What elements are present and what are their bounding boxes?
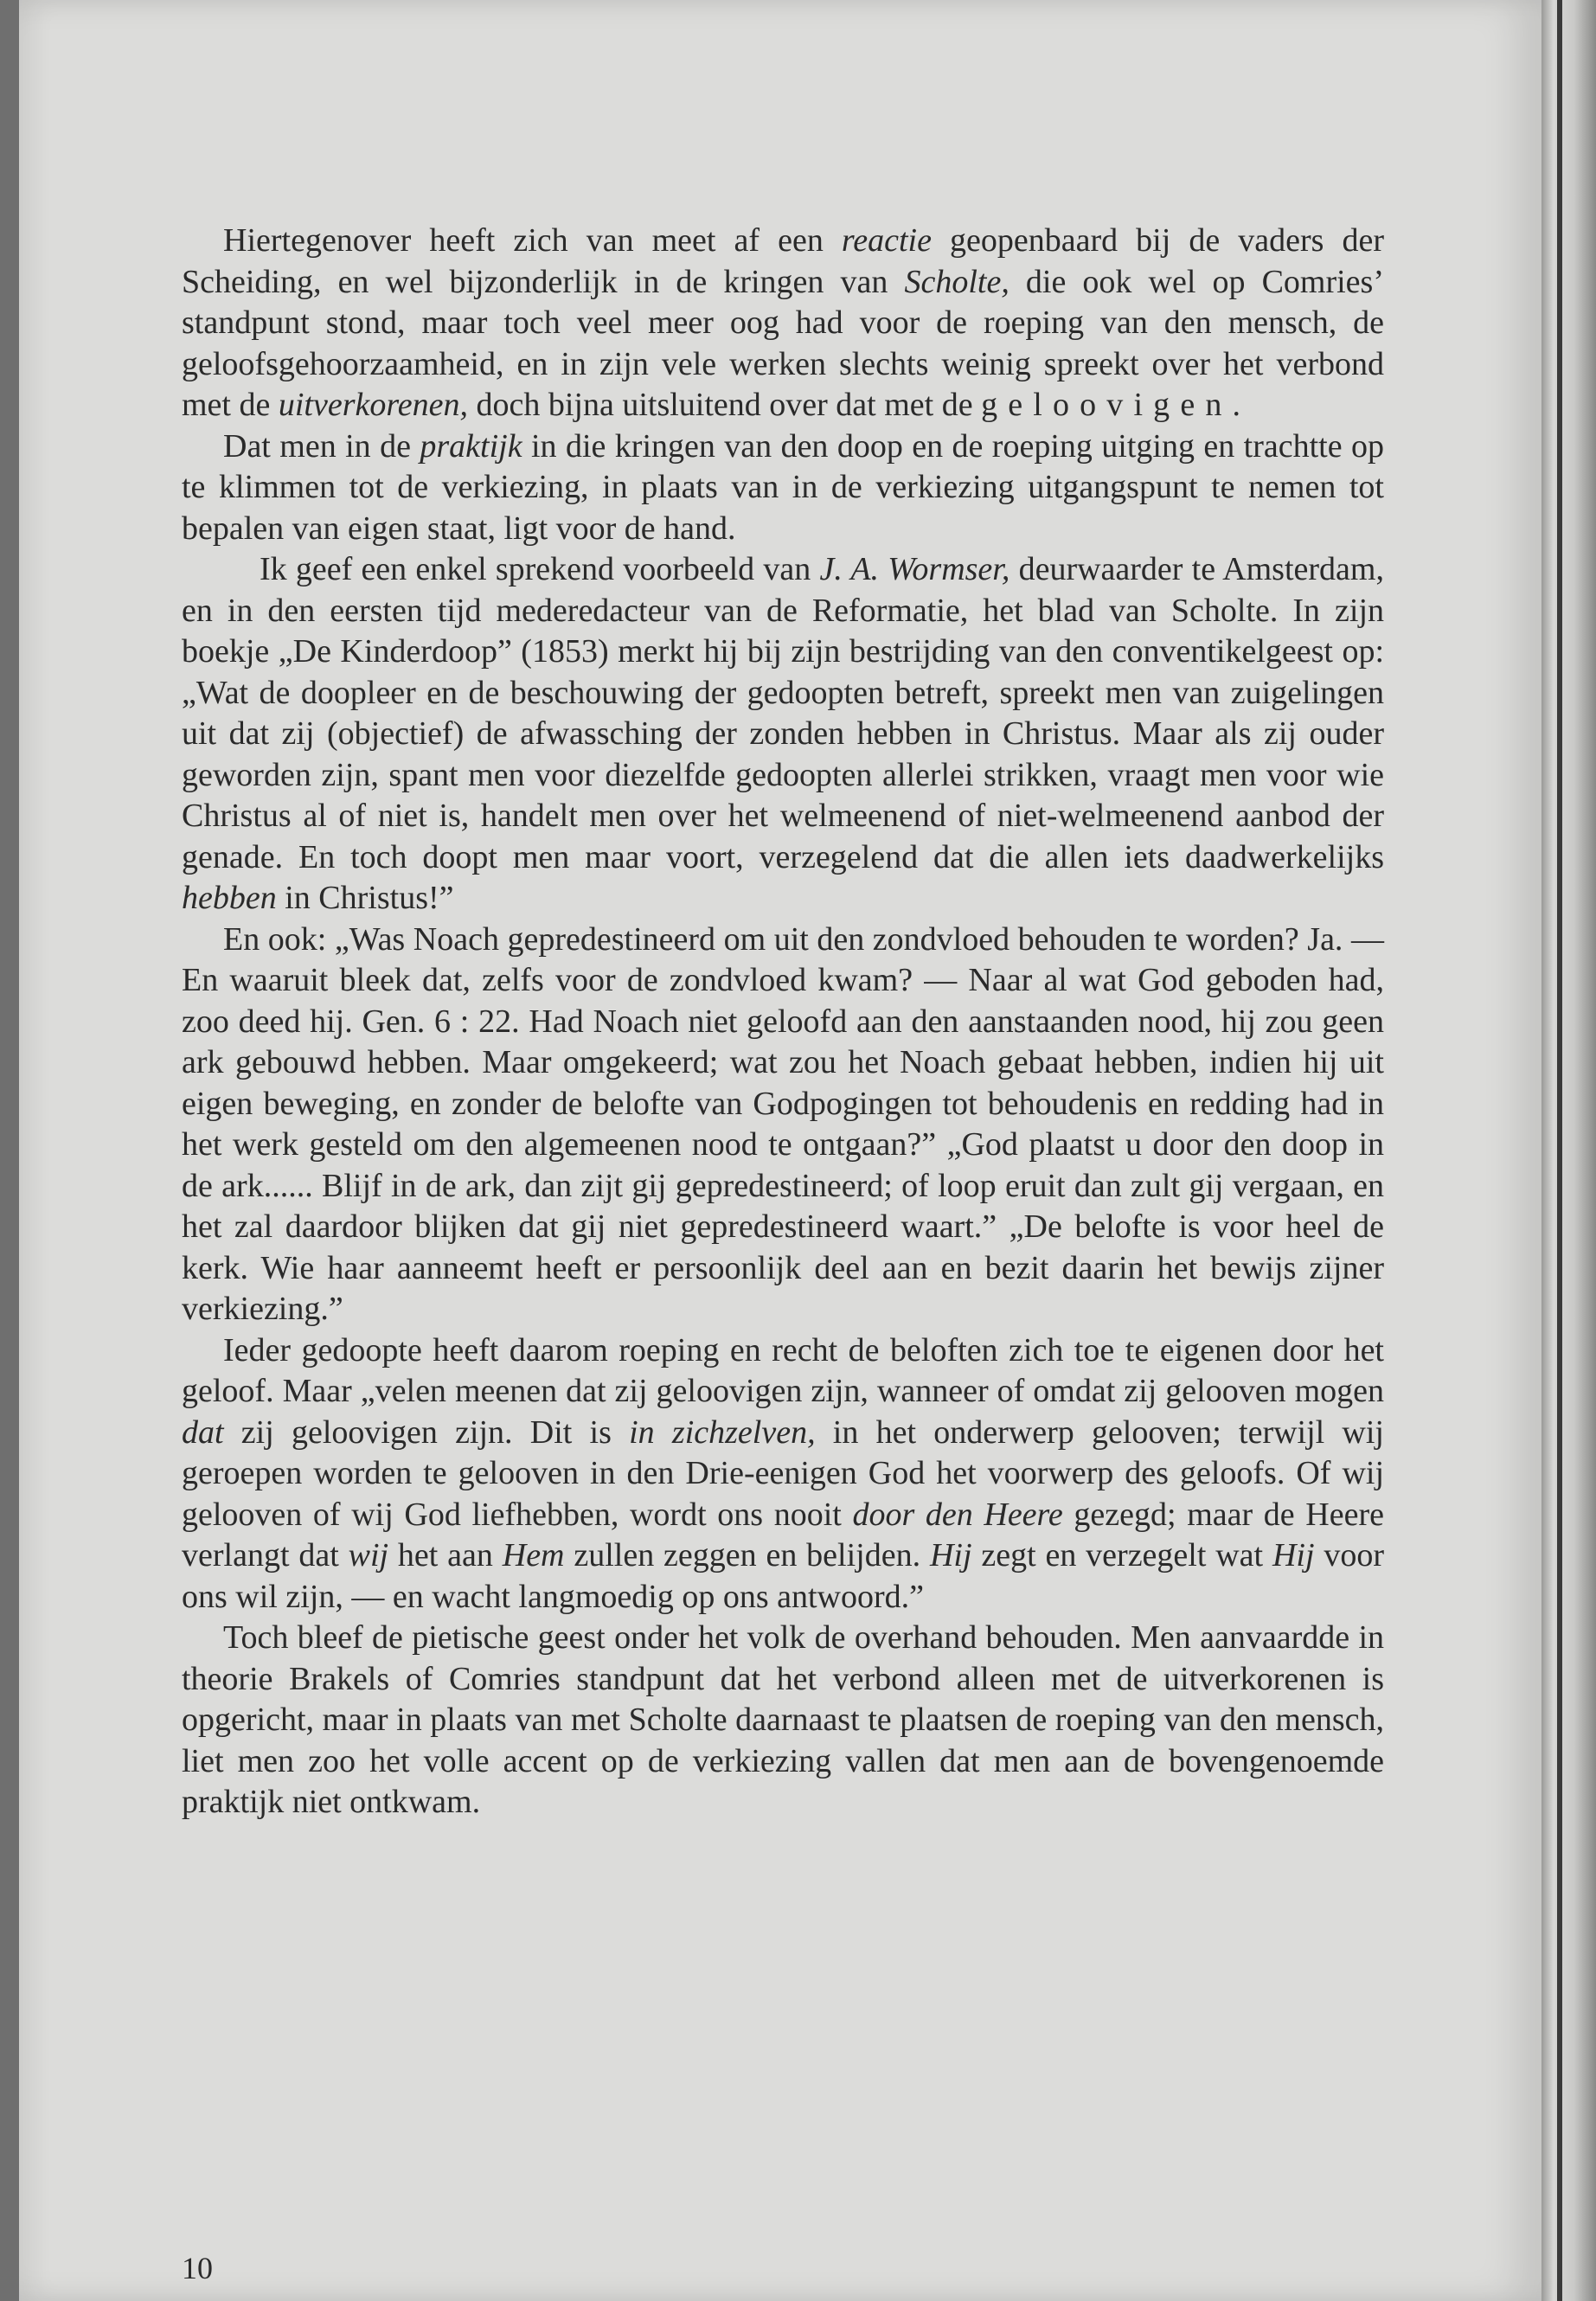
- text-run: Ik geef een enkel sprekend voorbeeld van: [260, 551, 820, 587]
- italic-text: uitverkorenen,: [278, 387, 468, 423]
- italic-text: praktijk: [420, 427, 522, 465]
- italic-text: reactie: [841, 222, 932, 259]
- text-run: zegt en verzegelt wat: [971, 1537, 1272, 1574]
- body-text: [182, 221, 1384, 1823]
- text-run: Hiertegenover heeft zich van meet af een: [223, 222, 842, 259]
- italic-text: Scholte,: [904, 263, 1010, 300]
- text-run: die ook wel op Comries’ standpunt stond, maar toch veel meer oog had voor de roeping van den mensch, de geloofsgehoorzaamheid, en in zijn vele werken slechts weinig spreekt over het verbond met de: [182, 263, 1384, 423]
- text-run: Toch bleef de pietische geest onder het volk de overhand behouden. Men aanvaardde in theorie Brakels of Comries standpunt dat het verbond alleen met de uitverkorenen is opgericht, maar in plaats van met Scholte daarnaast te plaatsen de roeping van den mensch, liet men zoo het volle accent op de verkiezing vallen dat men aan de bovengenoemde praktijk niet ontkwam.: [182, 1619, 1384, 1820]
- spaced-text: geloovigen.: [981, 387, 1252, 423]
- text-run: gezegd; maar de Heere verlangt dat: [182, 1496, 1384, 1574]
- paragraph-p3: [182, 549, 1384, 920]
- italic-text: J. A. Wormser,: [819, 551, 1010, 587]
- page-edge: [1542, 0, 1596, 2301]
- text-run: geopenbaard bij de vaders der Scheiding, en wel bijzonderlijk in de kringen van: [182, 222, 1384, 300]
- text-run: in het onderwerp gelooven; terwijl wij geroepen worden te gelooven in den Drie-eenigen God het voorwerp des geloofs. Of wij gelooven of wij God liefhebben, wordt ons nooit: [182, 1413, 1384, 1533]
- paragraph-p4: [182, 920, 1384, 1330]
- text-run: in die kringen van den doop en de roeping uitging en trachtte op te klimmen tot de verkiezing, in plaats van in de verkiezing uitgangspunt te nemen tot bepalen van eigen staat, ligt voor de hand.: [182, 427, 1384, 547]
- italic-text: door den Heere: [852, 1496, 1063, 1533]
- paragraph-p1: [182, 221, 1384, 426]
- paragraph-p5: [182, 1330, 1384, 1618]
- text-run: zullen zeggen en belijden.: [564, 1537, 930, 1574]
- text-run: voor ons wil zijn, — en wacht langmoedig op ons antwoord.”: [182, 1537, 1385, 1615]
- book-page: [19, 0, 1542, 2301]
- italic-text: Hem: [502, 1537, 565, 1574]
- text-run: Dat men in de: [223, 427, 420, 465]
- paragraph-p2: [182, 426, 1384, 550]
- italic-text: hebben: [182, 880, 277, 916]
- text-run: Ieder gedoopte heeft daarom roeping en recht de beloften zich toe te eigenen door het geloof. Maar „velen meenen dat zij geloovigen zijn, wanneer of omdat zij gelooven mogen: [182, 1331, 1384, 1409]
- text-run: deurwaarder te Amsterdam, en in den eersten tijd mederedacteur van de Reformatie, het blad van Scholte. In zijn boekje „De Kinderdoop” (1853) merkt hij bij zijn bestrijding van den conventikelgeest op: „Wat de doopleer en de beschouwing der gedoopten betreft, spreekt men van zuigelingen uit dat zij (objectief) de afwassching der zonden hebben in Christus. Maar als zij ouder geworden zijn, spant men voor diezelfde gedoopten allerlei strikken, vraagt men voor wie Christus al of niet is, handelt men over het welmeenend of niet-welmeenend aanbod der genade. En toch doopt men maar voort, verzegelend dat die allen iets daadwerkelijks: [182, 551, 1384, 875]
- text-run: in Christus!”: [276, 880, 454, 916]
- text-run: doch bijna uitsluitend over dat met de: [467, 387, 982, 423]
- paragraph-p6: [182, 1618, 1384, 1823]
- page-number: 10: [182, 2251, 213, 2285]
- italic-text: dat: [182, 1413, 224, 1451]
- page-gutter-shadow: [1557, 0, 1562, 2301]
- text-run: zij geloovigen zijn. Dit is: [223, 1413, 630, 1451]
- italic-text: in zichzelven,: [629, 1413, 816, 1451]
- italic-text: Hij: [1272, 1537, 1315, 1574]
- italic-text: Hij: [929, 1537, 972, 1574]
- italic-text: wij: [348, 1537, 389, 1574]
- text-run: En ook: „Was Noach gepredestineerd om uit den zondvloed behouden te worden? Ja. — En waaruit bleek dat, zelfs voor de zondvloed kwam? — Naar al wat God geboden had, zoo deed hij. Gen. 6 : 22. Had Noach niet geloofd aan den aanstaanden nood, hij zou geen ark gebouwd hebben. Maar omgekeerd; wat zou het Noach gebaat hebben, indien hij uit eigen beweging, en zonder de belofte van Godpogingen tot behoudenis en redding had in het werk gesteld om den algemeenen nood te ontgaan?” „God plaatst u door den doop in de ark...... Blijf in de ark, dan zijt gij gepredestineerd; of loop eruit dan zult gij vergaan, en het zal daardoor blijken dat gij niet gepredestineerd waart.” „De belofte is voor heel de kerk. Wie haar aanneemt heeft er persoonlijk deel aan en bezit daarin het bewijs zijner verkiezing.”: [182, 920, 1384, 1327]
- text-run: het aan: [388, 1537, 503, 1574]
